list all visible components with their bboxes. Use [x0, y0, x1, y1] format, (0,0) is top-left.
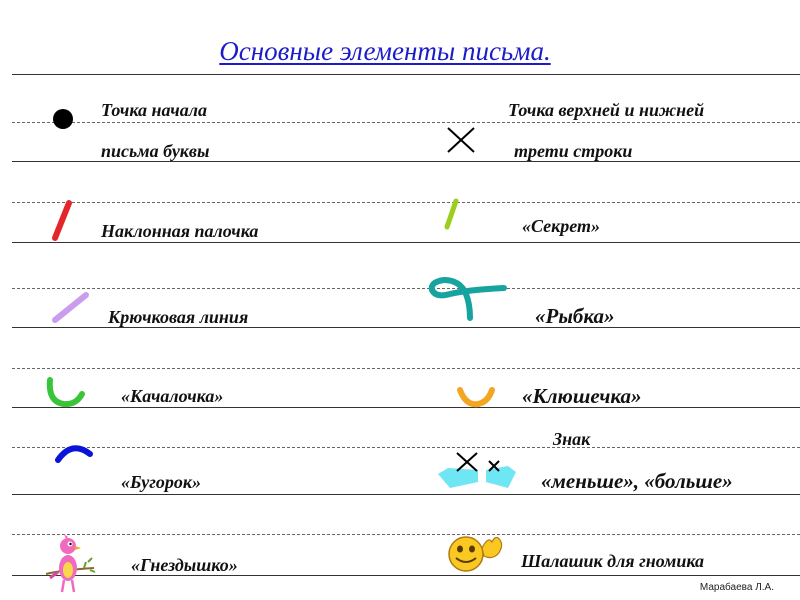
bird-nest-icon — [42, 532, 98, 596]
label-slanted-stick: Наклонная палочка — [101, 221, 259, 241]
smiley-icon — [444, 532, 506, 576]
label-hut: Шалашик для гномика — [521, 551, 705, 571]
label-sign-line2: «меньше», «больше» — [541, 469, 733, 493]
cross-icon — [444, 124, 478, 156]
dashed-line — [12, 122, 800, 123]
page-title: Основные элементы письма. — [219, 36, 551, 66]
label-third-point-line2: трети строки — [514, 141, 633, 161]
label-hump: «Бугорок» — [121, 472, 201, 492]
dashed-line — [12, 534, 800, 535]
dashed-line — [12, 202, 800, 203]
label-rocker: «Качалочка» — [121, 386, 224, 406]
slanted-stick-icon — [44, 198, 76, 244]
ruled-line — [12, 74, 800, 75]
dot-icon — [50, 106, 76, 132]
label-nest: «Гнездышко» — [131, 555, 238, 575]
label-club: «Клюшечка» — [522, 384, 642, 408]
label-sign-line1: Знак — [553, 429, 591, 449]
dashed-line — [12, 447, 800, 448]
ruled-line — [12, 494, 800, 495]
ruled-line — [12, 242, 800, 243]
rocker-icon — [42, 374, 88, 410]
label-hook-line: Крючковая линия — [108, 307, 249, 327]
label-fish: «Рыбка» — [535, 304, 615, 328]
hump-icon — [52, 440, 98, 464]
label-secret: «Секрет» — [522, 216, 600, 236]
club-icon — [454, 382, 498, 410]
dashed-line — [12, 288, 800, 289]
fish-icon — [426, 270, 510, 326]
label-third-point-line1: Точка верхней и нижней — [508, 100, 705, 120]
dashed-line — [12, 368, 800, 369]
less-greater-icon — [436, 448, 520, 494]
ruled-line — [12, 407, 800, 408]
secret-icon — [438, 196, 462, 234]
label-start-point-line2: письма буквы — [101, 141, 210, 161]
author-credit: Марабаева Л.А. — [699, 582, 774, 593]
hook-line-icon — [48, 290, 92, 326]
label-start-point-line1: Точка начала — [101, 100, 207, 120]
